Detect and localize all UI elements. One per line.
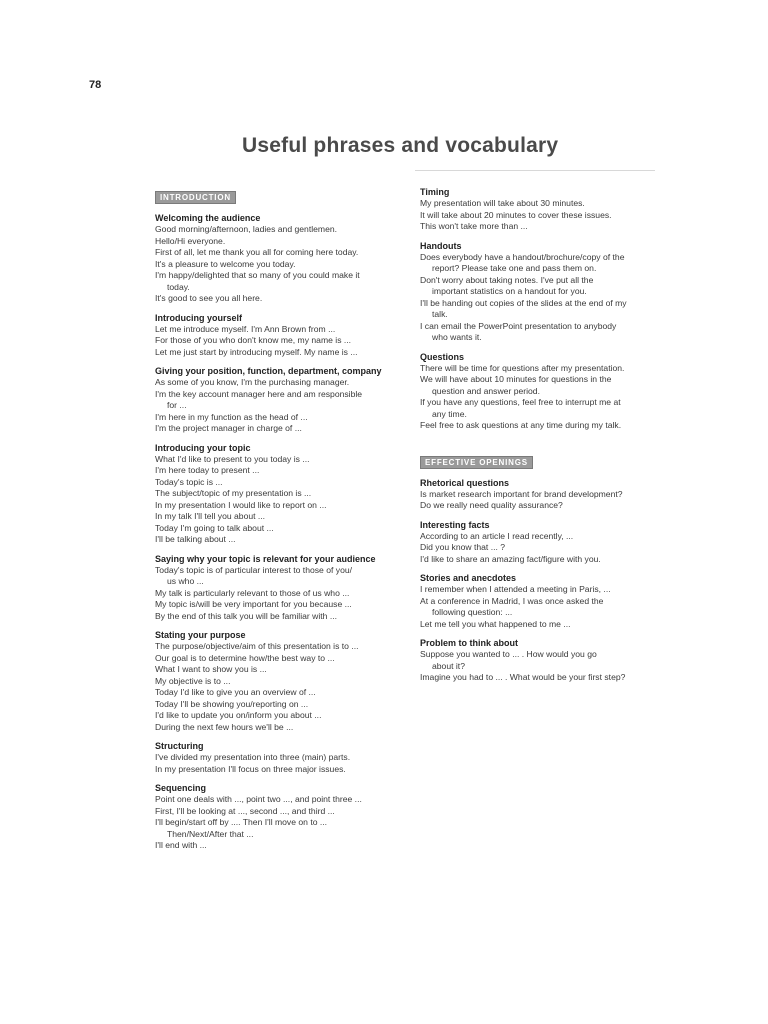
phrase-line: The purpose/objective/aim of this presentation is to ...	[155, 641, 359, 651]
phrase-line: At a conference in Madrid, I was once asked the	[420, 595, 604, 606]
phrase-line: By the end of this talk you will be familiar with ...	[155, 610, 337, 621]
phrase-line: I'll begin/start off by .... Then I'll move on to ...	[155, 817, 328, 827]
phrase-line: In my presentation I'll focus on three major issues.	[155, 763, 346, 774]
phrase-line: My presentation will take about 30 minutes.	[420, 198, 585, 208]
phrase-line: I can email the PowerPoint presentation to anybody	[420, 320, 617, 331]
phrase-line: If you have any questions, feel free to interrupt me at	[420, 397, 621, 407]
phrase-group	[155, 313, 405, 359]
group-title: Saying why your topic is relevant for your audience	[155, 553, 376, 564]
group-title: Rhetorical questions	[420, 477, 510, 488]
phrase-line: any time.	[432, 408, 467, 419]
phrase-line: It will take about 20 minutes to cover these issues.	[420, 209, 612, 220]
phrase-line: Today's topic is of particular interest to those of you/	[155, 564, 353, 575]
phrase-group	[420, 352, 665, 432]
phrase-line: I'm here today to present ...	[155, 465, 260, 475]
right-column	[420, 187, 665, 692]
phrase-line: Our goal is to determine how/the best way to ...	[155, 652, 335, 663]
left-groups	[155, 213, 405, 852]
phrase-line: I remember when I attended a meeting in Paris, ...	[420, 584, 611, 594]
phrase-line: Let me introduce myself. I'm Ann Brown from ...	[155, 323, 336, 334]
phrase-group	[155, 554, 405, 623]
section-label-effective-openings: EFFECTIVE OPENINGS	[420, 456, 533, 469]
phrase-line: Let me tell you what happened to me ...	[420, 618, 571, 629]
group-title: Structuring	[155, 741, 204, 751]
right-spacer	[420, 440, 665, 452]
right-groups-bottom	[420, 478, 665, 684]
phrase-line: I'll end with ...	[155, 840, 207, 850]
phrase-line: Did you know that ... ?	[420, 542, 506, 552]
phrase-line: There will be time for questions after my presentation.	[420, 362, 625, 373]
phrase-line: This won't take more than ...	[420, 221, 528, 231]
group-title: Stating your purpose	[155, 630, 246, 640]
group-title: Welcoming the audience	[155, 213, 261, 223]
phrase-line: Let me just start by introducing myself. My name is ...	[155, 346, 358, 357]
phrase-group	[155, 630, 405, 733]
phrase-line: My talk is particularly relevant to those of us who ...	[155, 587, 350, 598]
group-title: Sequencing	[155, 783, 207, 793]
phrase-line: report? Please take one and pass them on.	[432, 263, 597, 273]
phrase-line: First, I'll be looking at ..., second ..., and third ...	[155, 805, 335, 816]
phrase-line: Good morning/afternoon, ladies and gentlemen.	[155, 224, 338, 234]
phrase-line: I'd like to share an amazing fact/figure with you.	[420, 553, 601, 564]
phrase-group	[420, 241, 665, 344]
phrase-line: for ...	[167, 400, 187, 410]
phrase-line: My objective is to ...	[155, 675, 231, 686]
phrase-line: about it?	[432, 660, 465, 671]
phrase-line: I've divided my presentation into three (main) parts.	[155, 752, 351, 762]
phrase-line: Today I'll be showing you/reporting on ...	[155, 698, 309, 709]
phrase-line: What I want to show you is ...	[155, 664, 267, 674]
phrase-group	[155, 783, 405, 852]
phrase-line: talk.	[432, 309, 448, 319]
phrase-group	[420, 520, 665, 566]
phrase-group	[420, 478, 665, 512]
phrase-line: I'm happy/delighted that so many of you could make it	[155, 270, 360, 280]
phrase-line: I'd like to update you on/inform you about ...	[155, 710, 322, 720]
group-title: Handouts	[420, 240, 462, 251]
phrase-line: Today I'm going to talk about ...	[155, 522, 274, 533]
phrase-line: I'll be talking about ...	[155, 534, 236, 544]
group-title: Questions	[420, 351, 465, 362]
group-title: Timing	[420, 187, 450, 197]
phrase-line: My topic is/will be very important for you because ...	[155, 599, 352, 609]
phrase-line: Is market research important for brand development?	[420, 488, 623, 499]
phrase-line: Do we really need quality assurance?	[420, 500, 563, 510]
phrase-line: Hello/Hi everyone.	[155, 235, 226, 246]
left-column	[155, 187, 405, 860]
phrase-line: Point one deals with ..., point two ..., and point three ...	[155, 794, 362, 804]
section-label-introduction: INTRODUCTION	[155, 191, 236, 204]
right-groups-top	[420, 187, 665, 432]
phrase-line: Does everybody have a handout/brochure/copy of the	[420, 251, 625, 262]
phrase-line: I'm the key account manager here and am responsible	[155, 388, 363, 399]
phrase-line: According to an article I read recently, ...	[420, 530, 574, 541]
phrase-line: Feel free to ask questions at any time during my talk.	[420, 420, 622, 430]
phrase-line: following question: ...	[432, 607, 513, 617]
phrase-group	[155, 366, 405, 435]
phrase-line: In my talk I'll tell you about ...	[155, 511, 266, 521]
phrase-group	[155, 741, 405, 775]
phrase-line: I'm the project manager in charge of ...	[155, 423, 302, 433]
page-title: Useful phrases and vocabulary	[242, 134, 559, 157]
phrase-line: question and answer period.	[432, 385, 540, 396]
phrase-group	[420, 187, 665, 233]
phrase-line: It's a pleasure to welcome you today.	[155, 258, 296, 269]
phrase-line: Then/Next/After that ...	[167, 828, 254, 839]
phrase-line: important statistics on a handout for you.	[432, 286, 587, 296]
group-title: Problem to think about	[420, 638, 518, 648]
phrase-line: Don't worry about taking notes. I've put all the	[420, 274, 594, 285]
phrase-line: In my presentation I would like to report on ...	[155, 499, 327, 510]
phrase-line: Today I'd like to give you an overview of ...	[155, 687, 316, 697]
group-title: Stories and anecdotes	[420, 573, 517, 583]
phrase-line: Today's topic is ...	[155, 476, 223, 487]
group-title: Giving your position, function, department, company	[155, 366, 382, 376]
phrase-group	[420, 573, 665, 630]
group-title: Introducing yourself	[155, 312, 243, 323]
phrase-group	[420, 638, 665, 684]
title-rule	[415, 170, 655, 171]
phrase-line: who wants it.	[432, 332, 482, 342]
phrase-group	[155, 213, 405, 305]
phrase-line: us who ...	[167, 576, 204, 586]
phrase-line: First of all, let me thank you all for coming here today.	[155, 247, 359, 257]
phrase-line: I'll be handing out copies of the slides at the end of my	[420, 297, 627, 308]
group-title: Introducing your topic	[155, 442, 251, 453]
phrase-line: During the next few hours we'll be ...	[155, 721, 294, 732]
phrase-line: Imagine you had to ... . What would be your first step?	[420, 672, 626, 682]
phrase-line: I'm here in my function as the head of ...	[155, 411, 308, 422]
phrase-line: The subject/topic of my presentation is ...	[155, 488, 312, 498]
phrase-line: As some of you know, I'm the purchasing manager.	[155, 377, 350, 387]
page-number: 78	[89, 79, 102, 91]
phrase-line: Suppose you wanted to ... . How would you go	[420, 649, 597, 659]
phrase-line: today.	[167, 281, 190, 292]
group-title: Interesting facts	[420, 519, 490, 530]
phrase-group	[155, 443, 405, 546]
phrase-line: For those of you who don't know me, my name is ...	[155, 335, 352, 345]
phrase-line: We will have about 10 minutes for questions in the	[420, 374, 612, 384]
phrase-line: What I'd like to present to you today is ...	[155, 453, 310, 464]
phrase-line: It's good to see you all here.	[155, 293, 263, 303]
